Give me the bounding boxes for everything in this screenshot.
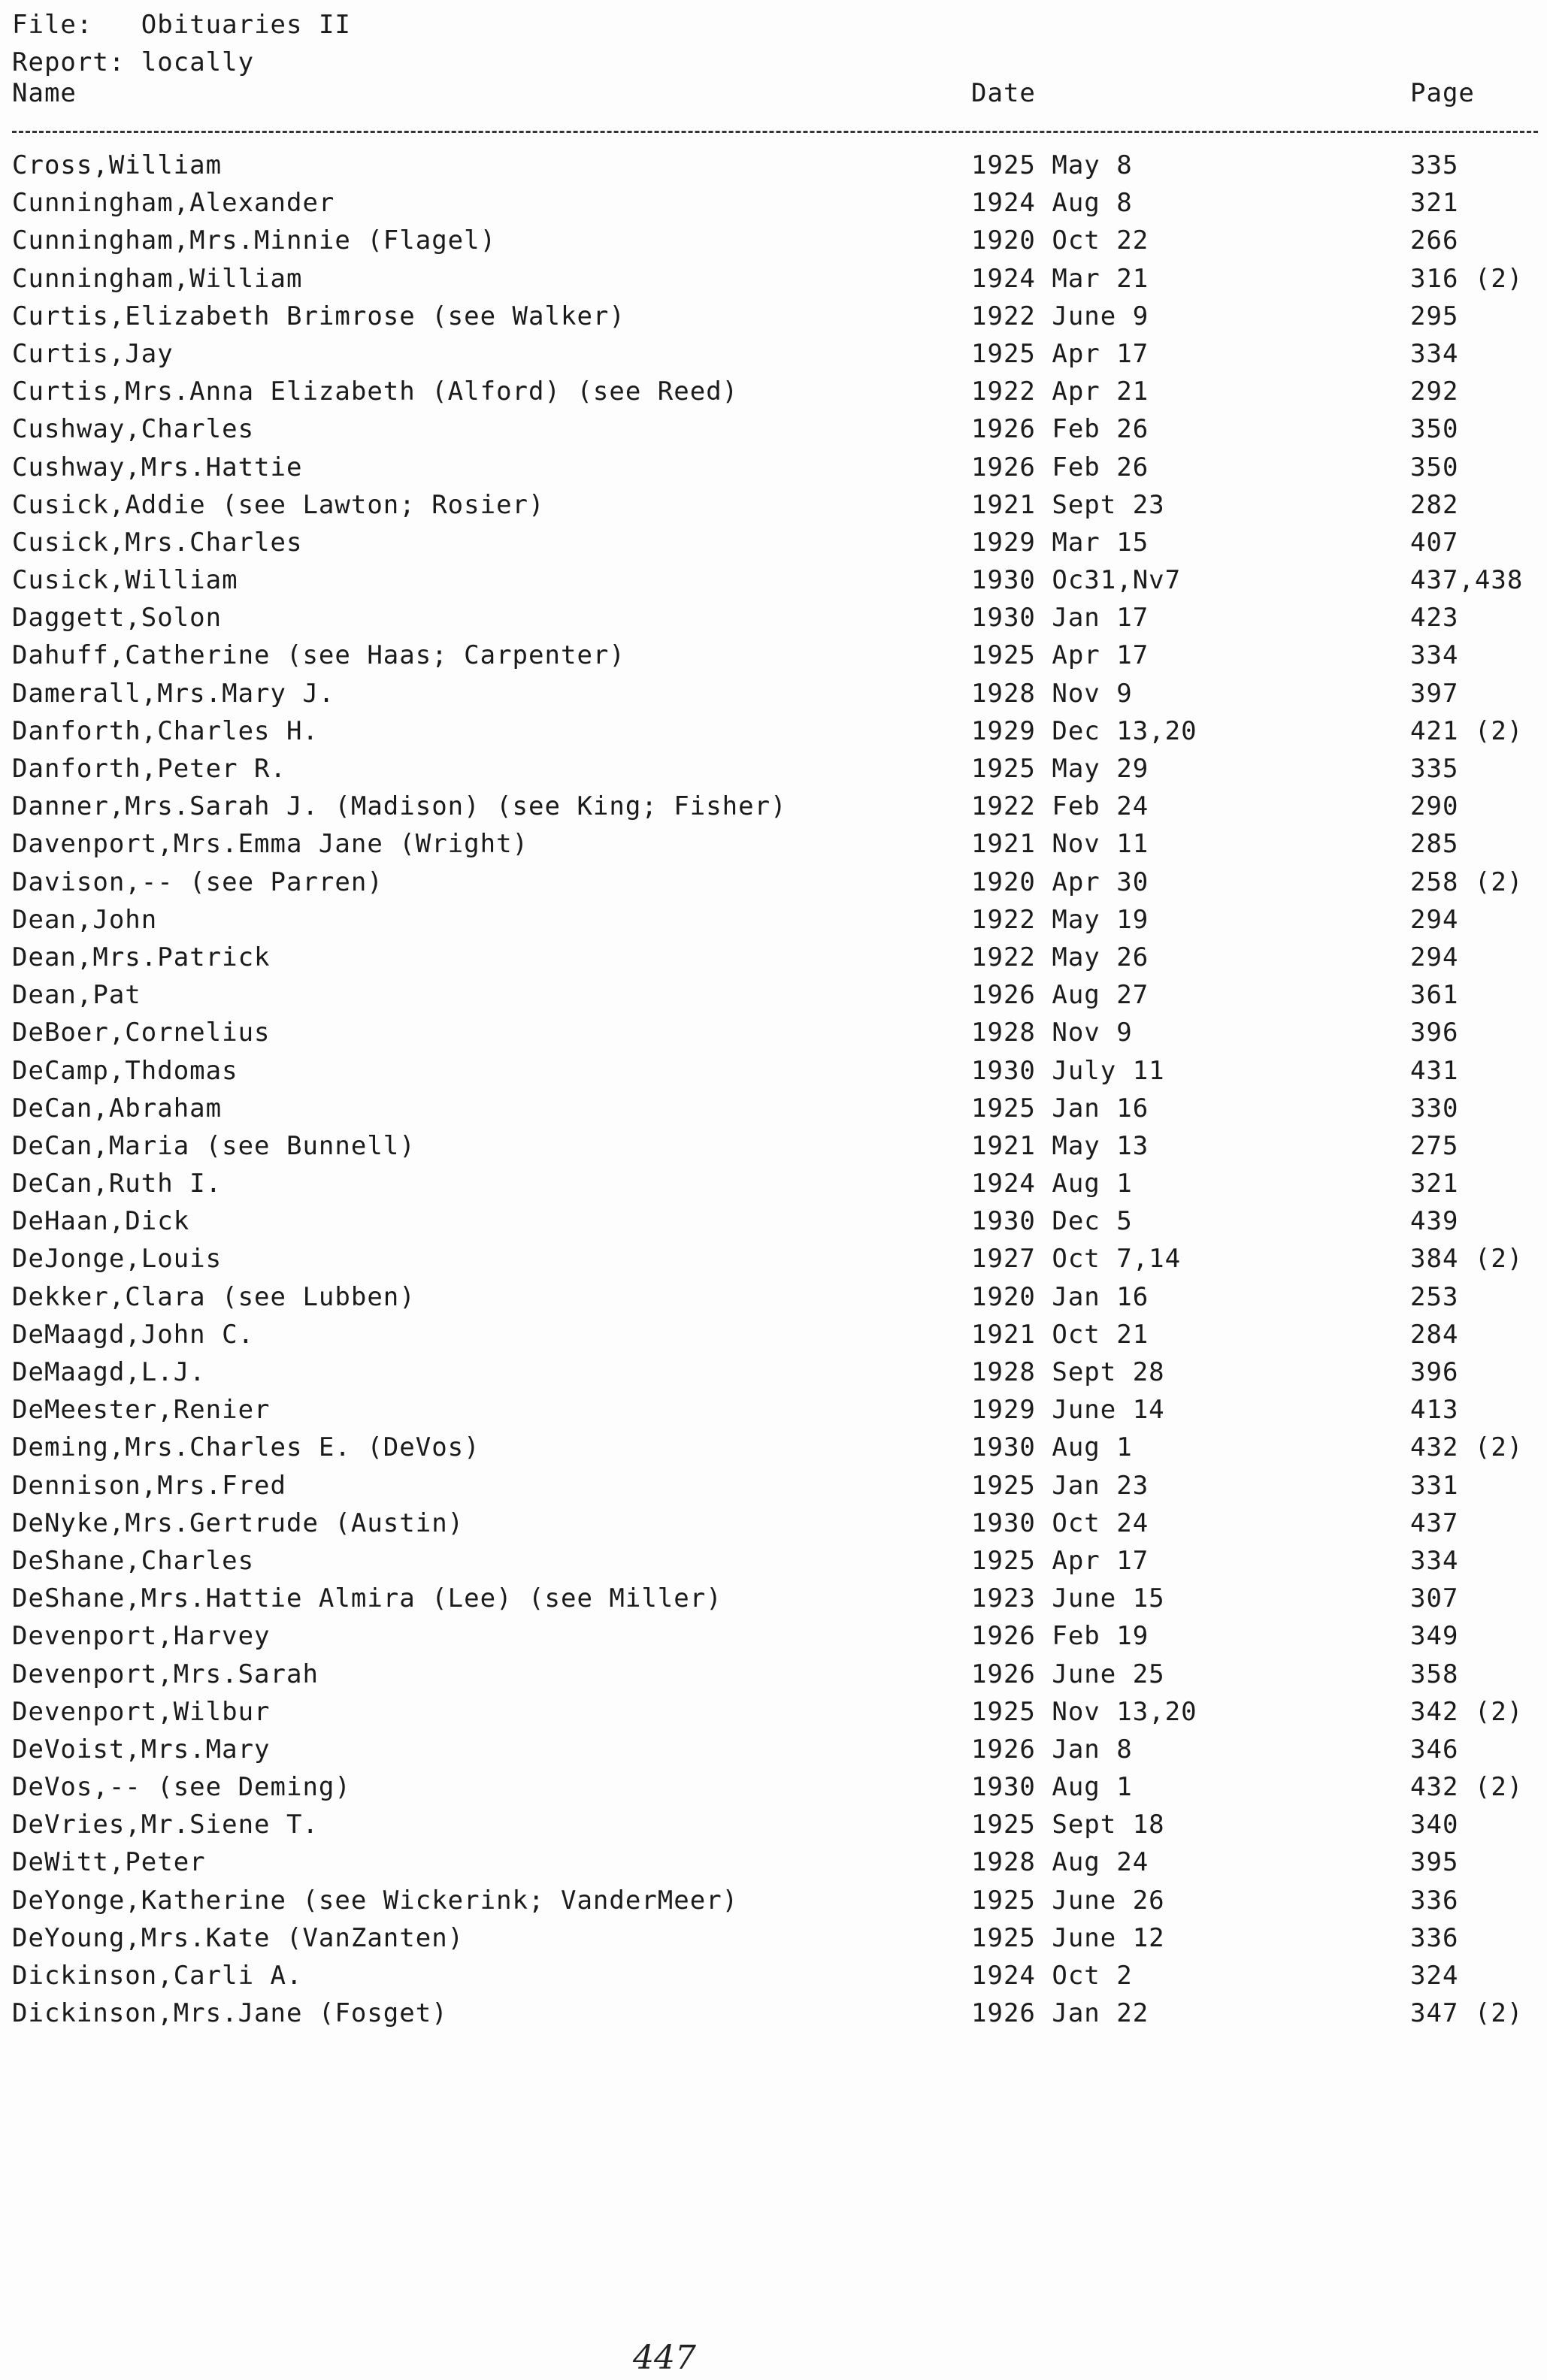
entry-page: 282 — [1410, 489, 1459, 520]
entry-date: 1929 Mar 15 — [971, 527, 1149, 558]
list-item — [0, 1093, 1547, 1131]
entry-page: 361 — [1410, 980, 1459, 1011]
entry-page: 284 — [1410, 1319, 1459, 1350]
entry-date: 1930 Aug 1 — [971, 1432, 1133, 1463]
entry-date: 1928 Aug 24 — [971, 1847, 1149, 1878]
entry-name: Davison,-- (see Parren) — [12, 866, 383, 897]
entry-page: 275 — [1410, 1130, 1459, 1161]
entry-page: 342 (2) — [1410, 1696, 1524, 1727]
entry-date: 1922 June 9 — [971, 301, 1149, 331]
entry-page: 358 — [1410, 1659, 1459, 1689]
entry-page: 439 — [1410, 1206, 1459, 1237]
entry-date: 1929 June 14 — [971, 1395, 1165, 1426]
entry-date: 1921 May 13 — [971, 1130, 1149, 1161]
entry-page: 395 — [1410, 1847, 1459, 1878]
entry-date: 1924 Mar 21 — [971, 263, 1149, 294]
entry-name: Curtis,Elizabeth Brimrose (see Walker) — [12, 301, 625, 331]
entry-name: DeMaagd,John C. — [12, 1319, 255, 1350]
entry-page: 294 — [1410, 904, 1459, 935]
entry-page: 253 — [1410, 1281, 1459, 1312]
entry-page: 423 — [1410, 603, 1459, 634]
list-item — [0, 791, 1547, 829]
entry-name: Dekker,Clara (see Lubben) — [12, 1281, 416, 1312]
column-header-date: Date — [971, 78, 1036, 108]
entry-name: Dean,Pat — [12, 980, 141, 1011]
header-divider — [12, 131, 1538, 133]
entry-date: 1921 Oct 21 — [971, 1319, 1149, 1350]
list-item — [0, 640, 1547, 678]
entry-name: Dean,John — [12, 904, 158, 935]
entry-date: 1925 Apr 17 — [971, 1545, 1149, 1576]
entry-date: 1930 Dec 5 — [971, 1206, 1133, 1237]
entry-name: DeJonge,Louis — [12, 1244, 223, 1275]
list-item — [0, 1621, 1547, 1659]
entry-date: 1927 Oct 7,14 — [971, 1244, 1182, 1275]
entry-name: DeNyke,Mrs.Gertrude (Austin) — [12, 1508, 465, 1538]
entry-name: Curtis,Mrs.Anna Elizabeth (Alford) (see Reed) — [12, 377, 739, 407]
entry-name: DeCan,Abraham — [12, 1093, 223, 1123]
list-item — [0, 679, 1547, 716]
list-item — [0, 1923, 1547, 1961]
entry-page: 407 — [1410, 527, 1459, 558]
entry-name: Cusick,Addie (see Lawton; Rosier) — [12, 489, 545, 520]
entry-name: Devenport,Wilbur — [12, 1696, 271, 1727]
entry-date: 1925 Apr 17 — [971, 338, 1149, 369]
entry-name: Daggett,Solon — [12, 603, 223, 634]
list-item — [0, 1546, 1547, 1583]
list-item — [0, 1282, 1547, 1320]
obituary-list — [0, 150, 1547, 2036]
list-item — [0, 1056, 1547, 1093]
entry-name: DeVos,-- (see Deming) — [12, 1772, 351, 1803]
file-line — [12, 6, 351, 44]
entry-date: 1922 May 26 — [971, 942, 1149, 972]
report-value: locally — [141, 47, 255, 77]
entry-name: Devenport,Harvey — [12, 1621, 271, 1652]
entry-date: 1926 Jan 22 — [971, 1998, 1149, 2029]
entry-date: 1920 Jan 16 — [971, 1281, 1149, 1312]
column-header-page: Page — [1410, 78, 1475, 108]
entry-name: Danner,Mrs.Sarah J. (Madison) (see King; Fisher) — [12, 791, 787, 822]
entry-name: DeVries,Mr.Siene T. — [12, 1810, 319, 1840]
list-item — [0, 1659, 1547, 1697]
list-item — [0, 1244, 1547, 1281]
entry-date: 1924 Oct 2 — [971, 1961, 1133, 1991]
entry-date: 1929 Dec 13,20 — [971, 715, 1197, 746]
entry-page: 431 — [1410, 1055, 1459, 1086]
entry-page: 350 — [1410, 414, 1459, 445]
list-item — [0, 528, 1547, 565]
entry-page: 266 — [1410, 225, 1459, 256]
entry-page: 307 — [1410, 1583, 1459, 1614]
list-item — [0, 1961, 1547, 1998]
entry-name: DeShane,Charles — [12, 1545, 255, 1576]
entry-page: 290 — [1410, 791, 1459, 822]
entry-date: 1930 Jan 17 — [971, 603, 1149, 634]
entry-name: Cusick,Mrs.Charles — [12, 527, 303, 558]
list-item — [0, 1357, 1547, 1395]
entry-page: 285 — [1410, 829, 1459, 860]
entry-page: 294 — [1410, 942, 1459, 972]
entry-page: 335 — [1410, 150, 1459, 180]
entry-page: 437,438 — [1410, 565, 1524, 596]
entry-name: DeYoung,Mrs.Kate (VanZanten) — [12, 1922, 465, 1953]
entry-date: 1920 Apr 30 — [971, 866, 1149, 897]
list-item — [0, 1018, 1547, 1055]
list-item — [0, 452, 1547, 490]
entry-date: 1925 May 8 — [971, 150, 1133, 180]
entry-date: 1925 Jan 23 — [971, 1470, 1149, 1501]
file-value: Obituaries II — [141, 10, 351, 40]
entry-page: 292 — [1410, 377, 1459, 407]
entry-name: DeCamp,Thdomas — [12, 1055, 238, 1086]
entry-page: 324 — [1410, 1961, 1459, 1991]
entry-page: 316 (2) — [1410, 263, 1524, 294]
list-item — [0, 1886, 1547, 1923]
list-item — [0, 1998, 1547, 2036]
list-item — [0, 225, 1547, 263]
entry-date: 1925 June 26 — [971, 1885, 1165, 1916]
entry-name: Dahuff,Catherine (see Haas; Carpenter) — [12, 640, 625, 671]
list-item — [0, 1206, 1547, 1244]
entry-date: 1925 Nov 13,20 — [971, 1696, 1197, 1727]
entry-date: 1922 May 19 — [971, 904, 1149, 935]
list-item — [0, 942, 1547, 980]
entry-date: 1925 May 29 — [971, 754, 1149, 784]
entry-name: Danforth,Charles H. — [12, 715, 319, 746]
entry-date: 1930 Oct 24 — [971, 1508, 1149, 1538]
entry-name: Cushway,Mrs.Hattie — [12, 452, 303, 482]
entry-page: 340 — [1410, 1810, 1459, 1840]
entry-name: Cushway,Charles — [12, 414, 255, 445]
list-item — [0, 1131, 1547, 1169]
entry-name: DeCan,Maria (see Bunnell) — [12, 1130, 416, 1161]
entry-date: 1930 July 11 — [971, 1055, 1165, 1086]
entry-page: 350 — [1410, 452, 1459, 482]
entry-date: 1926 Feb 26 — [971, 414, 1149, 445]
list-item — [0, 1471, 1547, 1508]
entry-date: 1926 Aug 27 — [971, 980, 1149, 1011]
entry-name: Dean,Mrs.Patrick — [12, 942, 271, 972]
entry-date: 1928 Sept 28 — [971, 1357, 1165, 1387]
list-item — [0, 1810, 1547, 1847]
list-item — [0, 339, 1547, 377]
entry-name: Dennison,Mrs.Fred — [12, 1470, 286, 1501]
entry-date: 1922 Feb 24 — [971, 791, 1149, 822]
entry-page: 336 — [1410, 1922, 1459, 1953]
list-item — [0, 905, 1547, 942]
entry-date: 1928 Nov 9 — [971, 678, 1133, 709]
list-item — [0, 867, 1547, 905]
entry-date: 1930 Oc31,Nv7 — [971, 565, 1182, 596]
entry-date: 1923 June 15 — [971, 1583, 1165, 1614]
entry-date: 1926 Jan 8 — [971, 1734, 1133, 1765]
entry-page: 349 — [1410, 1621, 1459, 1652]
column-header-name: Name — [12, 78, 77, 108]
entry-date: 1925 June 12 — [971, 1922, 1165, 1953]
list-item — [0, 1734, 1547, 1772]
entry-name: Cunningham,Mrs.Minnie (Flagel) — [12, 225, 497, 256]
list-item — [0, 1847, 1547, 1885]
report-label: Report: — [12, 47, 126, 77]
entry-page: 396 — [1410, 1018, 1459, 1048]
entry-page: 396 — [1410, 1357, 1459, 1387]
list-item — [0, 150, 1547, 188]
entry-date: 1921 Nov 11 — [971, 829, 1149, 860]
entry-name: DeWitt,Peter — [12, 1847, 206, 1878]
entry-page: 397 — [1410, 678, 1459, 709]
entry-name: DeHaan,Dick — [12, 1206, 190, 1237]
entry-name: Cusick,William — [12, 565, 238, 596]
list-item — [0, 377, 1547, 414]
entry-name: DeShane,Mrs.Hattie Almira (Lee) (see Miller) — [12, 1583, 722, 1614]
list-item — [0, 490, 1547, 528]
entry-date: 1926 Feb 19 — [971, 1621, 1149, 1652]
entry-date: 1924 Aug 8 — [971, 188, 1133, 219]
entry-page: 335 — [1410, 754, 1459, 784]
entry-page: 437 — [1410, 1508, 1459, 1538]
list-item — [0, 754, 1547, 791]
list-item — [0, 829, 1547, 866]
list-item — [0, 264, 1547, 301]
entry-name: Dickinson,Carli A. — [12, 1961, 303, 1991]
list-item — [0, 1395, 1547, 1432]
entry-name: Danforth,Peter R. — [12, 754, 286, 784]
entry-name: DeMeester,Renier — [12, 1395, 271, 1426]
entry-name: DeBoer,Cornelius — [12, 1018, 271, 1048]
entry-date: 1926 June 25 — [971, 1659, 1165, 1689]
entry-name: Cunningham,Alexander — [12, 188, 335, 219]
entry-name: Deming,Mrs.Charles E. (DeVos) — [12, 1432, 480, 1463]
entry-name: DeMaagd,L.J. — [12, 1357, 206, 1387]
entry-page: 331 — [1410, 1470, 1459, 1501]
entry-page: 295 — [1410, 301, 1459, 331]
list-item — [0, 1169, 1547, 1206]
list-item — [0, 1320, 1547, 1357]
report-line — [12, 44, 351, 81]
entry-date: 1928 Nov 9 — [971, 1018, 1133, 1048]
entry-page: 258 (2) — [1410, 866, 1524, 897]
entry-page: 334 — [1410, 640, 1459, 671]
entry-name: Devenport,Mrs.Sarah — [12, 1659, 319, 1689]
entry-page: 336 — [1410, 1885, 1459, 1916]
list-item — [0, 1697, 1547, 1734]
list-item — [0, 565, 1547, 603]
entry-name: Damerall,Mrs.Mary J. — [12, 678, 335, 709]
entry-name: DeCan,Ruth I. — [12, 1169, 223, 1199]
entry-date: 1930 Aug 1 — [971, 1772, 1133, 1803]
list-item — [0, 188, 1547, 225]
entry-page: 346 — [1410, 1734, 1459, 1765]
entry-date: 1925 Jan 16 — [971, 1093, 1149, 1123]
report-header — [12, 6, 351, 81]
entry-date: 1921 Sept 23 — [971, 489, 1165, 520]
list-item — [0, 980, 1547, 1018]
entry-name: Cunningham,William — [12, 263, 303, 294]
list-item — [0, 603, 1547, 640]
entry-page: 432 (2) — [1410, 1772, 1524, 1803]
entry-name: DeVoist,Mrs.Mary — [12, 1734, 271, 1765]
entry-date: 1920 Oct 22 — [971, 225, 1149, 256]
entry-name: Davenport,Mrs.Emma Jane (Wright) — [12, 829, 529, 860]
entry-date: 1926 Feb 26 — [971, 452, 1149, 482]
list-item — [0, 1508, 1547, 1546]
entry-date: 1925 Apr 17 — [971, 640, 1149, 671]
list-item — [0, 1432, 1547, 1470]
entry-page: 413 — [1410, 1395, 1459, 1426]
entry-name: DeYonge,Katherine (see Wickerink; VanderMeer) — [12, 1885, 739, 1916]
list-item — [0, 1772, 1547, 1810]
entry-name: Dickinson,Mrs.Jane (Fosget) — [12, 1998, 448, 2029]
list-item — [0, 414, 1547, 452]
entry-date: 1925 Sept 18 — [971, 1810, 1165, 1840]
entry-name: Curtis,Jay — [12, 338, 174, 369]
entry-page: 432 (2) — [1410, 1432, 1524, 1463]
list-item — [0, 301, 1547, 339]
entry-page: 334 — [1410, 338, 1459, 369]
file-label: File: — [12, 10, 93, 40]
handwritten-page-number: 447 — [633, 2339, 696, 2377]
entry-date: 1922 Apr 21 — [971, 377, 1149, 407]
entry-page: 321 — [1410, 188, 1459, 219]
entry-page: 334 — [1410, 1545, 1459, 1576]
entry-page: 347 (2) — [1410, 1998, 1524, 2029]
entry-page: 384 (2) — [1410, 1244, 1524, 1275]
entry-date: 1924 Aug 1 — [971, 1169, 1133, 1199]
entry-page: 321 — [1410, 1169, 1459, 1199]
list-item — [0, 716, 1547, 754]
entry-name: Cross,William — [12, 150, 223, 180]
entry-page: 330 — [1410, 1093, 1459, 1123]
list-item — [0, 1583, 1547, 1621]
entry-page: 421 (2) — [1410, 715, 1524, 746]
